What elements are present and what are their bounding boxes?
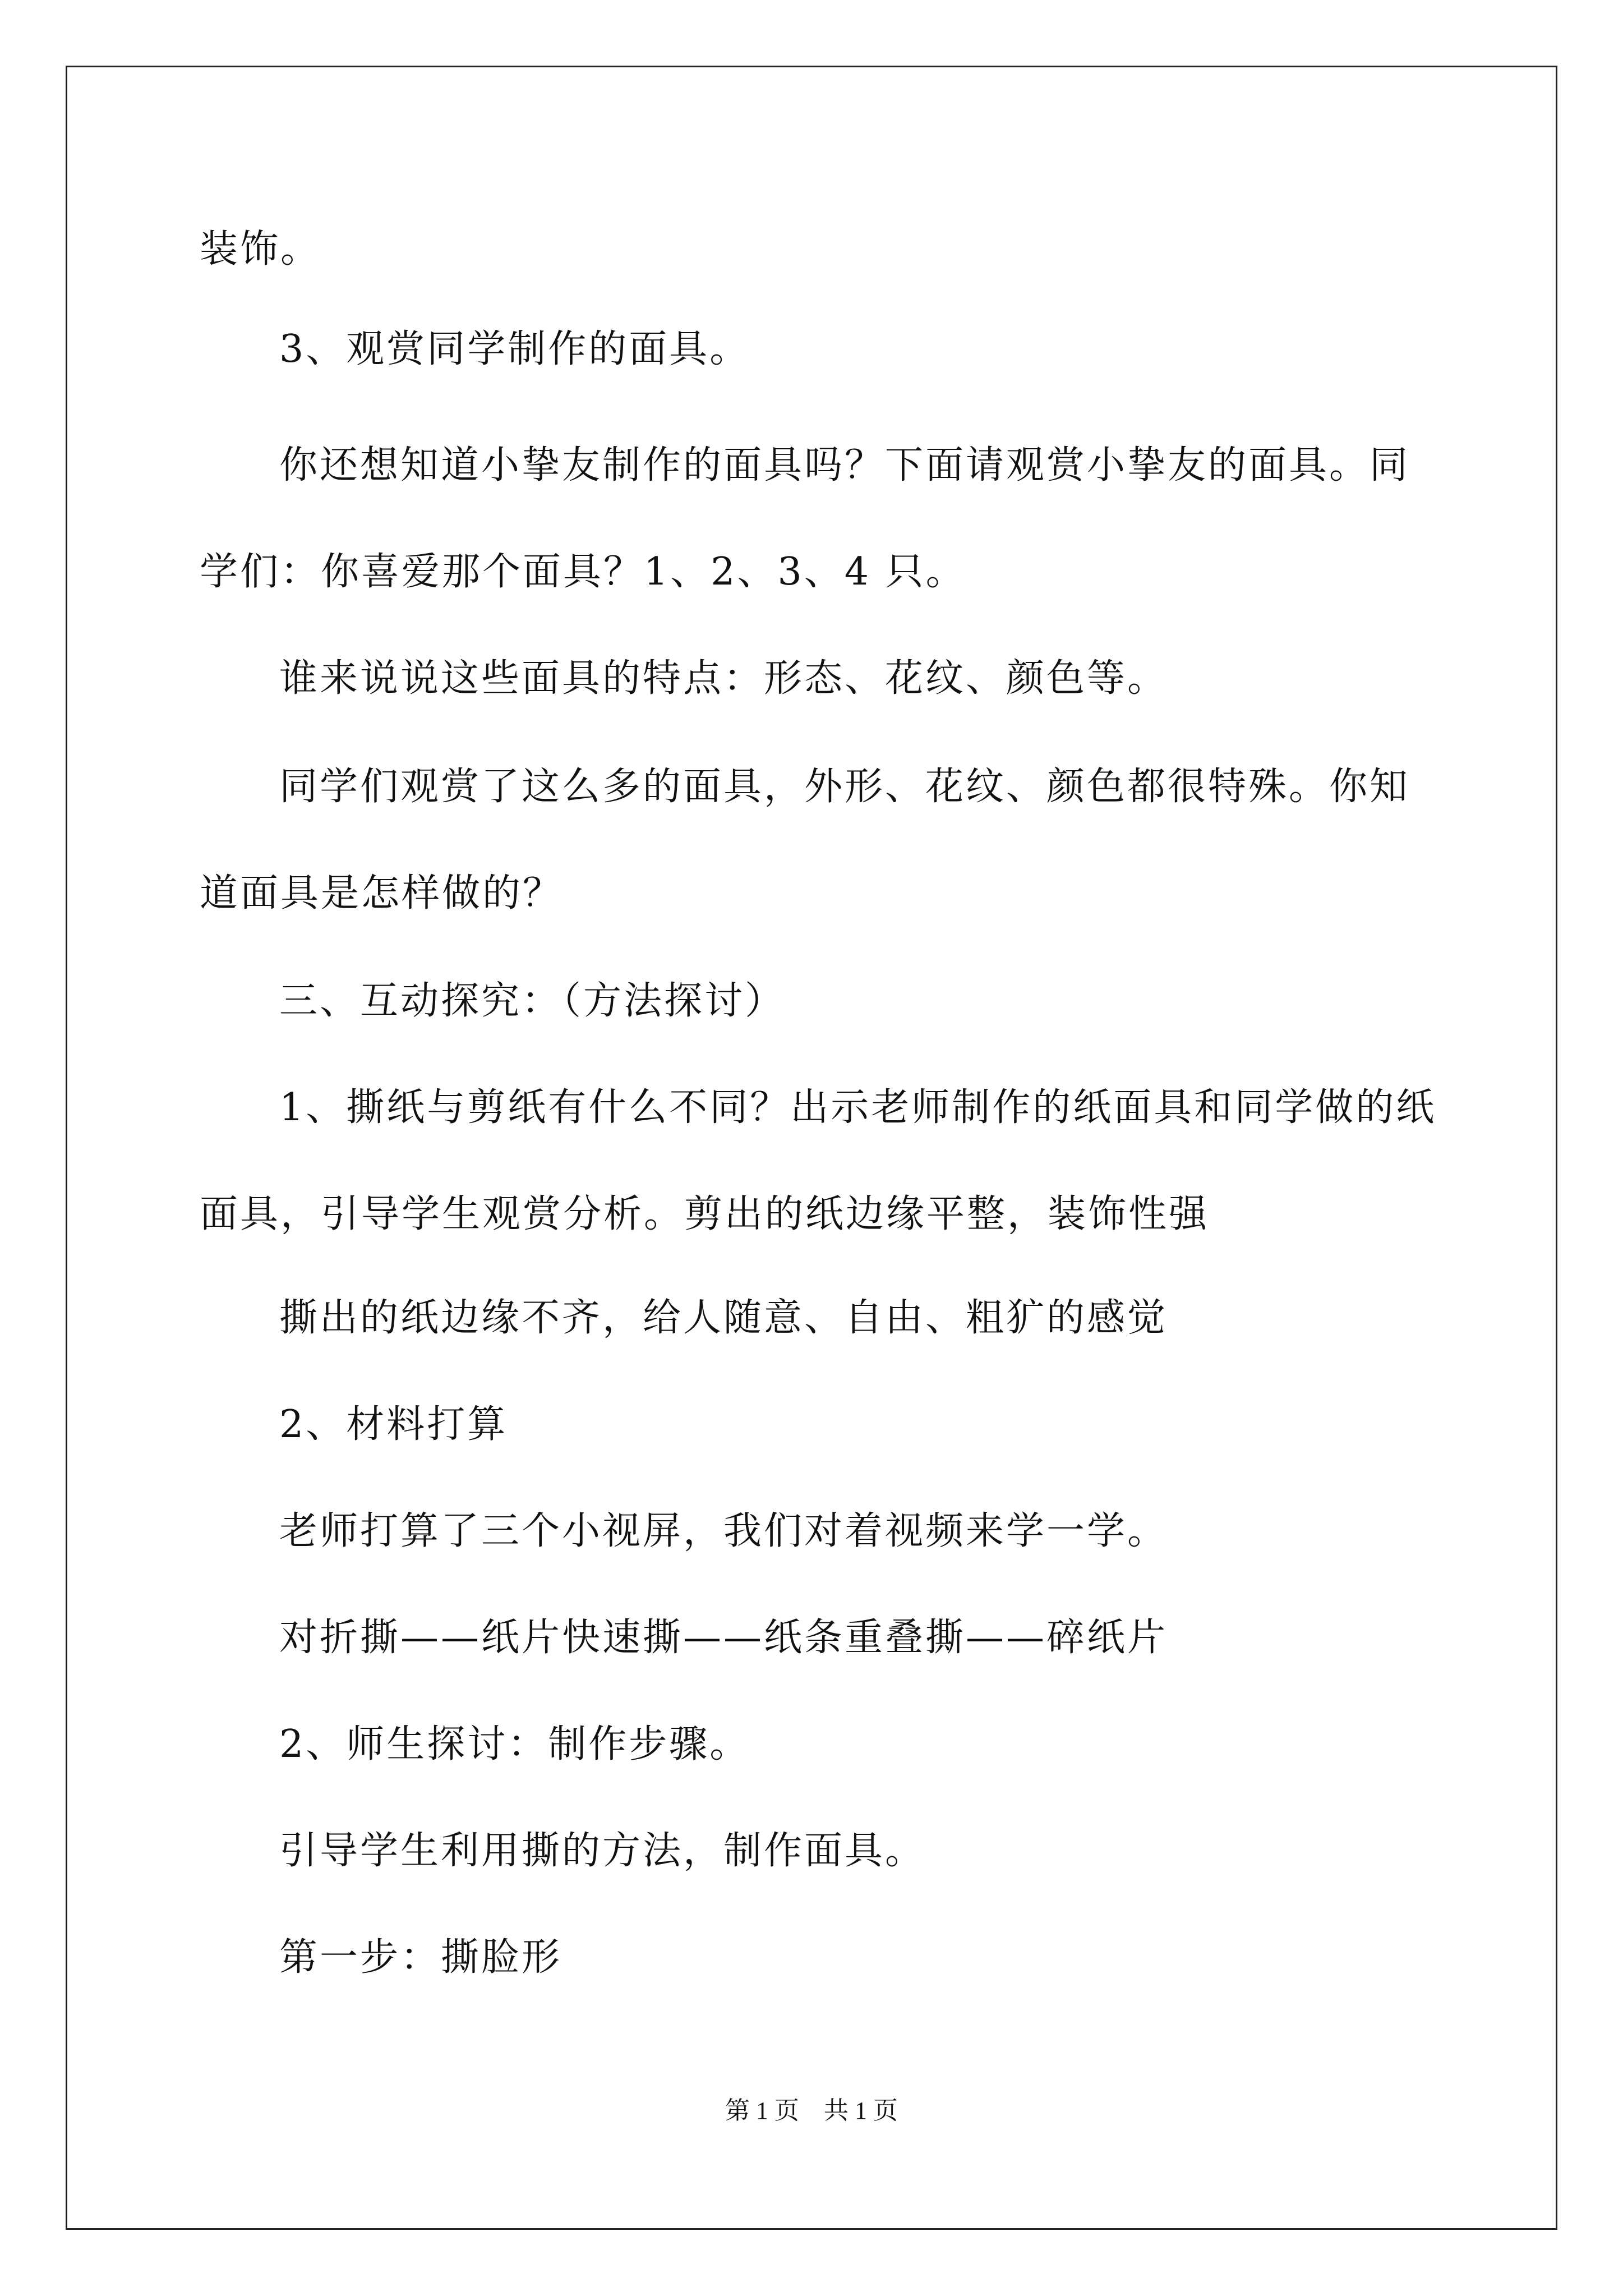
text-line-7: 道面具是怎样做的？ <box>200 871 564 915</box>
text-line-2: 3、观赏同学制作的面具。 <box>279 327 750 371</box>
page-border <box>66 66 1557 2230</box>
text-line-15: 2、师生探讨：制作步骤。 <box>279 1722 750 1766</box>
text-line-3: 你还想知道小挚友制作的面具吗？下面请观赏小挚友的面具。同 <box>279 443 1410 487</box>
text-line-9: 1、撕纸与剪纸有什么不同？出示老师制作的纸面具和同学做的纸 <box>279 1085 1437 1130</box>
page-footer: 第 1 页 共 1 页 <box>725 2097 898 2124</box>
text-line-14: 对折撕——纸片快速撕——纸条重叠撕——碎纸片 <box>279 1616 1168 1660</box>
text-line-17: 第一步：撕脸形 <box>279 1935 562 1980</box>
text-line-1: 装饰。 <box>200 227 321 272</box>
text-line-5: 谁来说说这些面具的特点：形态、花纹、颜色等。 <box>279 656 1168 701</box>
text-line-13: 老师打算了三个小视屏，我们对着视频来学一学。 <box>279 1509 1168 1553</box>
text-line-8: 三、互动探究：（方法探讨） <box>279 979 786 1023</box>
text-line-12: 2、材料打算 <box>279 1402 508 1447</box>
text-line-10: 面具，引导学生观赏分析。剪出的纸边缘平整，装饰性强 <box>200 1192 1210 1236</box>
text-line-11: 撕出的纸边缘不齐，给人随意、自由、粗犷的感觉 <box>279 1296 1168 1340</box>
text-line-16: 引导学生利用撕的方法，制作面具。 <box>279 1829 926 1873</box>
text-line-6: 同学们观赏了这么多的面具，外形、花纹、颜色都很特殊。你知 <box>279 765 1410 809</box>
text-line-4: 学们：你喜爱那个面具？1、2、3、4 只。 <box>200 550 966 594</box>
